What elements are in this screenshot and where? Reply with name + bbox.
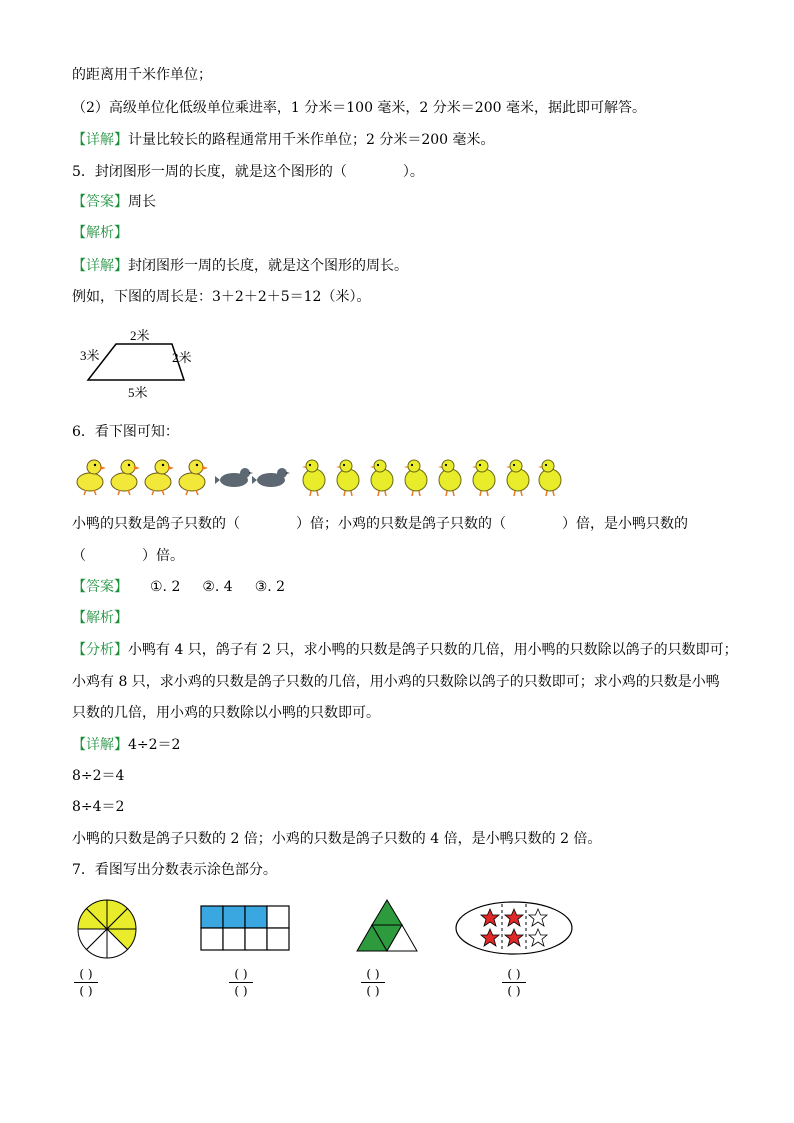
- detail-tag: 【详解】: [72, 258, 128, 274]
- answer-tag: 【答案】: [72, 579, 128, 595]
- trapezoid-figure: [74, 324, 204, 404]
- chick-icon: [472, 460, 495, 496]
- chick-icon: [438, 460, 461, 496]
- conclusion-line: 小鸭的只数是鸽子只数的 2 倍；小鸡的只数是鸽子只数的 4 倍，是小鸭只数的 2 倍。: [72, 831, 602, 847]
- analysis-text: 小鸭有 4 只，鸽子有 2 只，求小鸭的只数是鸽子只数的几倍，用小鸭的只数除以鸽子的只数即可；: [128, 642, 738, 658]
- pigeon-icon: [215, 468, 253, 487]
- trapezoid-top-label: 2米: [130, 328, 150, 343]
- calc-line: 8÷2＝4: [72, 768, 125, 784]
- question-6-blanks: 小鸭的只数是鸽子只数的（ ）倍；小鸡的只数是鸽子只数的（ ）倍，是小鸭只数的: [72, 516, 688, 532]
- answer-tag: 【答案】: [72, 194, 128, 210]
- trapezoid-bottom-label: 5米: [128, 385, 148, 400]
- detail-text: 封闭图形一周的长度，就是这个图形的周长。: [128, 258, 408, 274]
- answer-option: ②. 4: [202, 579, 233, 595]
- fraction-bar: [74, 982, 98, 983]
- example-line: 例如，下图的周长是：3＋2＋2＋5＝12（米）。: [72, 289, 371, 305]
- stars-fraction-figure: [454, 900, 574, 956]
- duck-icon: [179, 460, 208, 495]
- fraction-blank: [361, 967, 385, 998]
- triangle-fraction-figure: [354, 898, 420, 954]
- trapezoid-right-label: 2米: [172, 350, 192, 365]
- fraction-bar: [502, 982, 526, 983]
- analysis-line: [72, 640, 738, 660]
- question-6-blanks: （ ）倍。: [72, 548, 184, 564]
- duck-icon: [145, 460, 174, 495]
- detail-tag: 【详解】: [72, 132, 128, 148]
- detail-text: 计量比较长的路程通常用千米作单位；2 分米＝200 毫米。: [128, 132, 495, 148]
- analysis-line: 小鸡有 8 只，求小鸡的只数是鸽子只数的几倍，用小鸡的只数除以鸽子的只数即可；求小鸡的只数是小鸭: [72, 674, 720, 690]
- analysis-label: 【解析】: [72, 610, 128, 626]
- detail-line: [72, 256, 408, 276]
- analysis-tag: 【分析】: [72, 642, 128, 658]
- analysis-label: 【解析】: [72, 225, 128, 241]
- pigeon-icon: [252, 468, 290, 487]
- calc-line: 8÷4＝2: [72, 799, 125, 815]
- fraction-numerator: ( ): [366, 967, 380, 981]
- fraction-denominator: ( ): [234, 984, 248, 998]
- duck-icon: [77, 460, 106, 495]
- trapezoid-shape: [88, 344, 184, 380]
- chick-icon: [302, 460, 325, 496]
- answer-line: [72, 577, 307, 597]
- question-7: 7．看图写出分数表示涂色部分。: [72, 862, 277, 878]
- calc-line: 4÷2＝2: [128, 737, 181, 753]
- text-line: （2）高级单位化低级单位乘进率，1 分米＝100 毫米，2 分米＝200 毫米，据此即可解答。: [72, 100, 646, 116]
- duck-icon: [111, 460, 140, 495]
- fraction-blank: [502, 967, 526, 998]
- question-5: 5．封闭图形一周的长度，就是这个图形的（ ）。: [72, 164, 424, 180]
- fraction-bar: [229, 982, 253, 983]
- analysis-line: 只数的几倍，用小鸡的只数除以小鸭的只数即可。: [72, 705, 380, 721]
- fraction-blank: [229, 967, 253, 998]
- fraction-denominator: ( ): [366, 984, 380, 998]
- chick-icon: [538, 460, 561, 496]
- fraction-numerator: ( ): [234, 967, 248, 981]
- trapezoid-left-label: 3米: [80, 348, 100, 363]
- chick-icon: [370, 460, 393, 496]
- chick-icon: [506, 460, 529, 496]
- answer-option: ③. 2: [254, 579, 286, 595]
- fraction-numerator: ( ): [79, 967, 93, 981]
- answer-text: 周长: [128, 194, 156, 210]
- detail-tag: 【详解】: [72, 737, 128, 753]
- fraction-denominator: ( ): [507, 984, 521, 998]
- animals-row: [72, 456, 572, 498]
- fraction-numerator: ( ): [507, 967, 521, 981]
- chick-icon: [404, 460, 427, 496]
- circle-fraction-figure: [76, 898, 138, 960]
- text-line: 的距离用千米作单位；: [72, 67, 212, 83]
- detail-line: [72, 735, 180, 755]
- fraction-bar: [361, 982, 385, 983]
- question-6: 6．看下图可知：: [72, 424, 179, 440]
- answer-option: ①. 2: [150, 579, 181, 595]
- grid-fraction-figure: [200, 905, 292, 951]
- chick-icon: [336, 460, 359, 496]
- analysis-tag: [72, 223, 128, 243]
- text-line: [72, 130, 495, 150]
- fraction-blank: [74, 967, 98, 998]
- fraction-denominator: ( ): [79, 984, 93, 998]
- answer-line: [72, 192, 156, 212]
- analysis-tag: [72, 608, 128, 628]
